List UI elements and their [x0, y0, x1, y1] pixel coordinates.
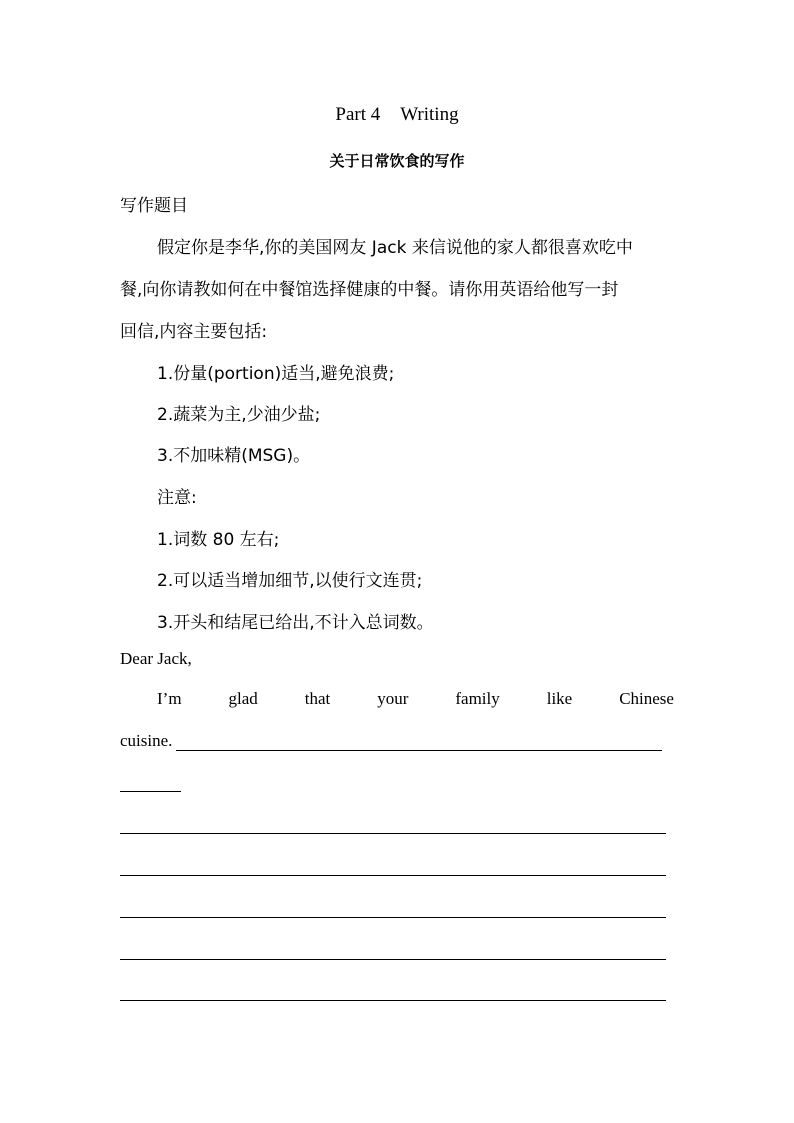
- part-label: Part 4: [335, 104, 381, 125]
- opening-word: like: [546, 689, 573, 708]
- answer-blank-line[interactable]: [120, 833, 666, 834]
- opening-word: your: [377, 689, 409, 708]
- opening-word: that: [304, 689, 331, 708]
- answer-blank-line[interactable]: [120, 875, 666, 876]
- letter-opening-line: [157, 689, 674, 709]
- answer-blank-line[interactable]: [120, 791, 181, 792]
- section-label: Writing: [400, 104, 459, 125]
- answer-blank-line[interactable]: [176, 750, 662, 751]
- opening-word: family: [455, 689, 500, 708]
- note-3: 3.开头和结尾已给出,不计入总词数。: [157, 613, 434, 633]
- opening-word: Chinese: [619, 689, 674, 708]
- answer-blank-line[interactable]: [120, 1000, 666, 1001]
- opening-word: I’m: [157, 689, 182, 708]
- prompt-line-1: 假定你是李华,你的美国网友 Jack 来信说他的家人都很喜欢吃中: [157, 238, 633, 258]
- answer-blank-line[interactable]: [120, 959, 666, 960]
- section-subtitle: 关于日常饮食的写作: [329, 152, 465, 170]
- note-2: 2.可以适当增加细节,以使行文连贯;: [157, 571, 423, 591]
- page-title: [0, 104, 794, 126]
- letter-greeting: Dear Jack,: [120, 649, 192, 668]
- point-1: 1.份量(portion)适当,避免浪费;: [157, 364, 395, 384]
- note-1: 1.词数 80 左右;: [157, 530, 280, 550]
- notes-heading: 注意:: [157, 488, 197, 508]
- opening-word: glad: [228, 689, 258, 708]
- point-2: 2.蔬菜为主,少油少盐;: [157, 405, 321, 425]
- point-3: 3.不加味精(MSG)。: [157, 446, 311, 466]
- prompt-line-2: 餐,向你请教如何在中餐馆选择健康的中餐。请你用英语给他写一封: [120, 280, 619, 300]
- letter-opening-continuation: cuisine.: [120, 731, 173, 750]
- prompt-heading: 写作题目: [120, 196, 188, 216]
- answer-blank-line[interactable]: [120, 917, 666, 918]
- prompt-line-3: 回信,内容主要包括:: [120, 322, 268, 342]
